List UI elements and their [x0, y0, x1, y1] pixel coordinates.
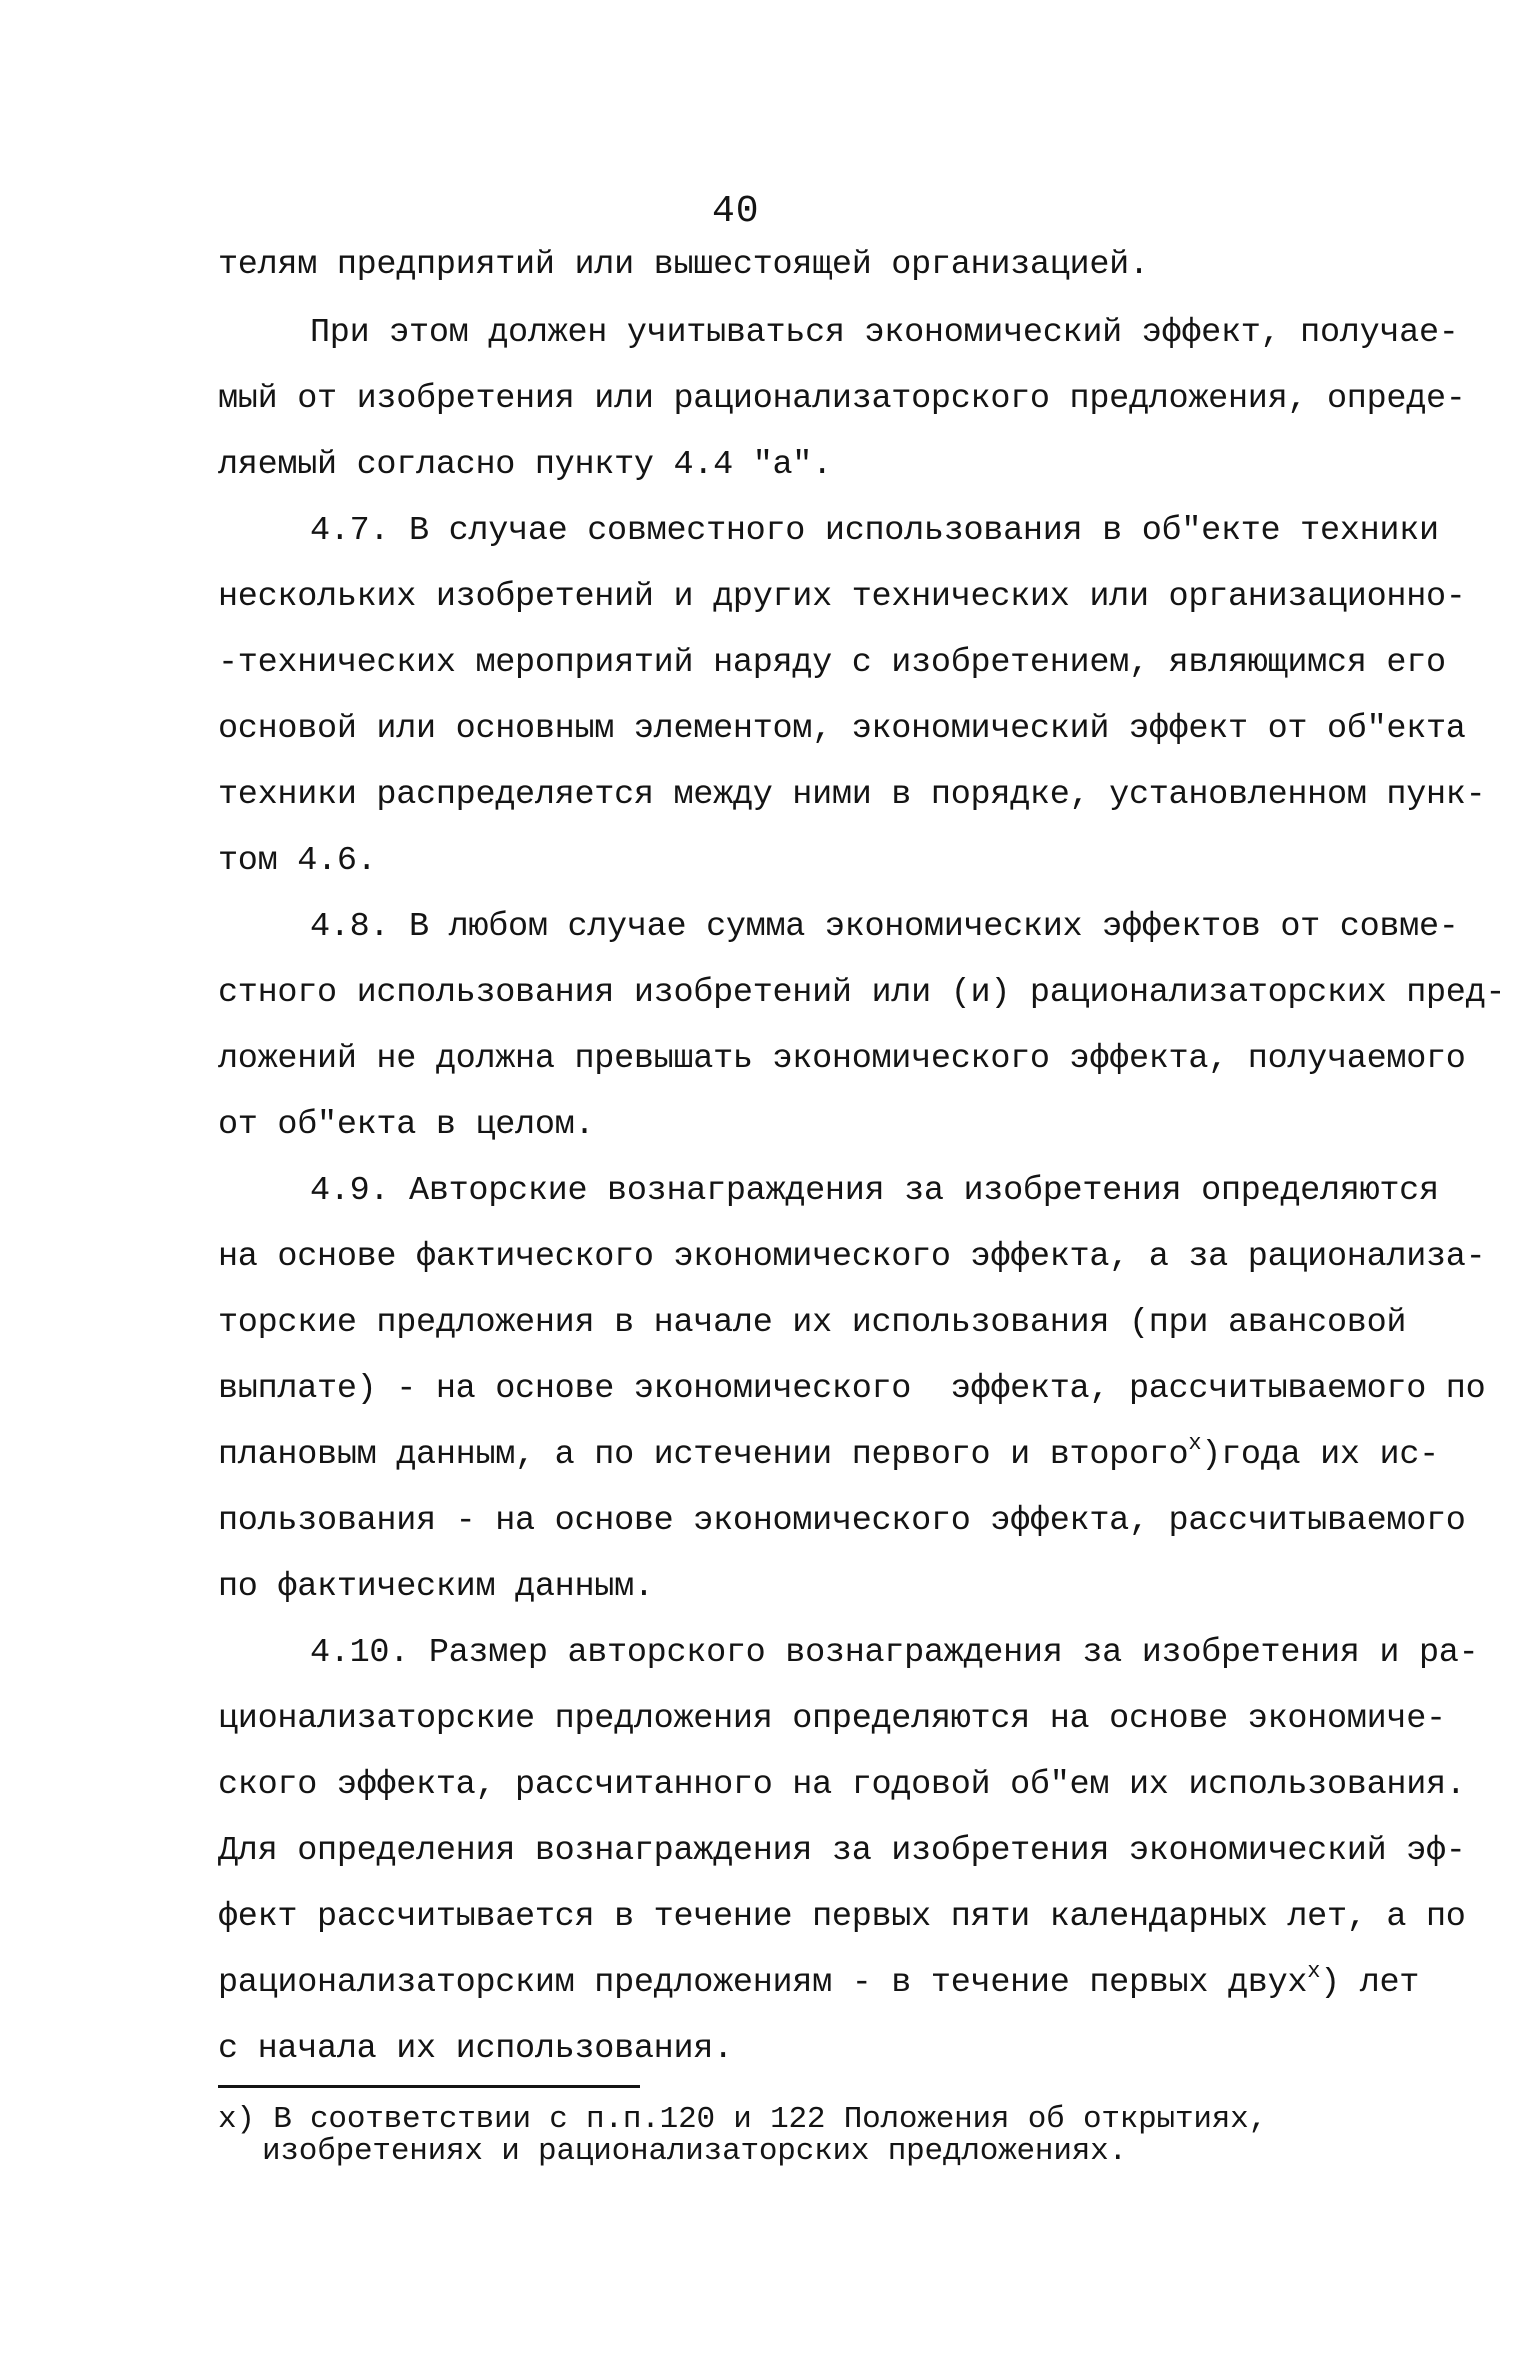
footnote-line: x) В соответствии с п.п.120 и 122 Положения об открытиях, [218, 2102, 1267, 2137]
footnote-line: изобретениях и рационализаторских предложениях. [262, 2134, 1127, 2169]
text-line: торские предложения в начале их использования (при авансовой [218, 1304, 1407, 1342]
text-run: )года их ис- [1201, 1436, 1439, 1474]
text-run: ) лет [1320, 1964, 1420, 2002]
text-line: фект рассчитывается в течение первых пяти календарных лет, а по [218, 1898, 1466, 1936]
text-line: основой или основным элементом, экономический эффект от об"екта [218, 710, 1466, 748]
text-line: телям предприятий или вышестоящей организацией. [218, 246, 1149, 284]
text-line: на основе фактического экономического эффекта, а за рационализа- [218, 1238, 1486, 1276]
text-line: ского эффекта, рассчитанного на годовой об"ем их использования. [218, 1766, 1466, 1804]
text-line: пользования - на основе экономического эффекта, рассчитываемого [218, 1502, 1466, 1540]
text-line: ложений не должна превышать экономического эффекта, получаемого [218, 1040, 1466, 1078]
text-line: -технических мероприятий наряду с изобретением, являющимся его [218, 644, 1446, 682]
text-line: 4.7. В случае совместного использования в об"екте техники [310, 512, 1439, 550]
text-line: 4.9. Авторские вознаграждения за изобретения определяются [310, 1172, 1439, 1210]
text-line: выплате) - на основе экономического эффекта, рассчитываемого по [218, 1370, 1486, 1408]
text-line: При этом должен учитываться экономический эффект, получае- [310, 314, 1459, 352]
text-line: мый от изобретения или рационализаторского предложения, опреде- [218, 380, 1466, 418]
text-run: рационализаторским предложениям - в течение первых двух [218, 1964, 1308, 2002]
text-line: ляемый согласно пункту 4.4 "а". [218, 446, 832, 484]
text-line: нескольких изобретений и других технических или организационно- [218, 578, 1466, 616]
text-line: стного использования изобретений или (и) рационализаторских пред- [218, 974, 1506, 1012]
footnote-marker: x [1188, 1431, 1202, 1456]
text-line [218, 1961, 1419, 2005]
text-line: том 4.6. [218, 842, 377, 880]
text-run: плановым данным, а по истечении первого и второго [218, 1436, 1189, 1474]
text-line: по фактическим данным. [218, 1568, 654, 1606]
text-line: техники распределяется между ними в порядке, установленном пунк- [218, 776, 1486, 814]
footnote-marker: x [1307, 1959, 1321, 1984]
text-line: от об"екта в целом. [218, 1106, 595, 1144]
text-line: Для определения вознаграждения за изобретения экономический эф- [218, 1832, 1466, 1870]
text-line: 4.8. В любом случае сумма экономических эффектов от совме- [310, 908, 1459, 946]
text-line [218, 1433, 1439, 1477]
text-line: 4.10. Размер авторского вознаграждения за изобретения и ра- [310, 1634, 1479, 1672]
page-number: 40 [712, 190, 760, 233]
text-line: ционализаторские предложения определяются на основе экономиче- [218, 1700, 1446, 1738]
text-line: с начала их использования. [218, 2030, 733, 2068]
footnote-separator [218, 2085, 640, 2088]
